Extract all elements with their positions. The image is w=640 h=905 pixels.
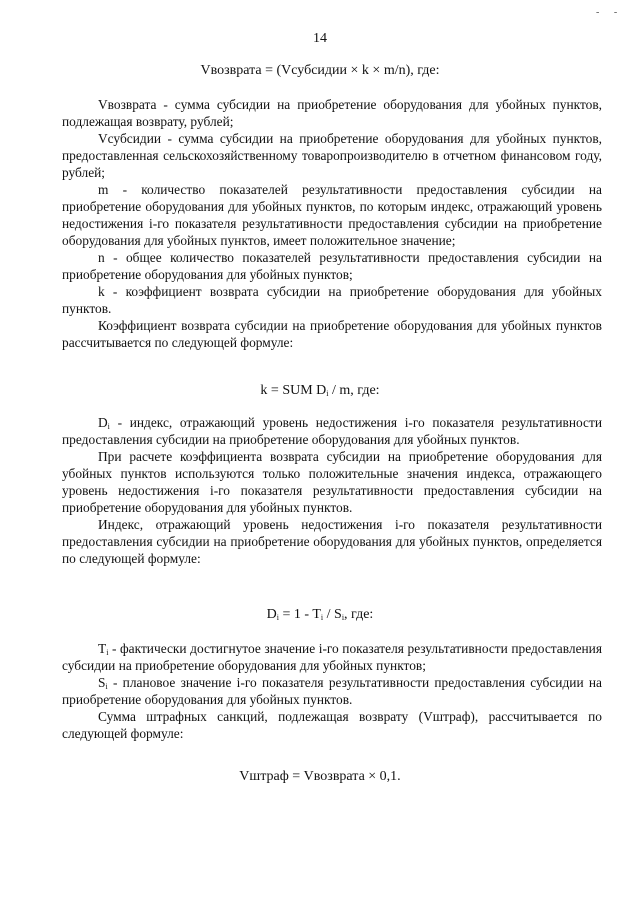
definition-si-sub: i <box>105 682 108 691</box>
definition-di-symbol: D <box>98 415 108 430</box>
definition-v-refund: Vвозврата - сумма субсидии на приобретение оборудования для убойных пунктов, подлежащая возврату, рублей; <box>62 97 602 129</box>
formula-k-rhs: / m, где: <box>328 383 380 398</box>
definition-k: k - коэффициент возврата субсидии на приобретение оборудования для убойных пунктов. <box>62 284 602 316</box>
penalty-paragraph: Сумма штрафных санкций, подлежащая возврату (Vштраф), рассчитывается по следующей формуле: <box>62 709 602 741</box>
definition-di-sub: i <box>107 422 110 431</box>
definition-ti-sub: i <box>106 648 109 657</box>
definition-di-text: - индекс, отражающий уровень недостижения i-го показателя результативности предоставления субсидии на приобретение оборудования для убойных пунктов. <box>62 415 602 447</box>
definition-si-text: - плановое значение i-го показателя результативности предоставления субсидии на приобретение оборудования для убойных пунктов. <box>62 675 602 707</box>
definition-n: n - общее количество показателей результативности предоставления субсидии на приобретение оборудования для убойных пунктов; <box>62 250 602 282</box>
formula-k-sub: i <box>326 389 329 398</box>
formula-penalty: Vштраф = Vвозврата × 0,1. <box>239 769 401 784</box>
definitions-block-2 <box>62 414 602 567</box>
formula-di-d: D <box>266 607 277 622</box>
definition-ti <box>62 640 602 674</box>
definition-m: m - количество показателей результативности предоставления субсидии на приобретение оборудования для убойных пунктов, по которым индекс, отражающий уровень недостижения i-го показателя результативности предоставления субсидии на приобретение оборудования для убойных пунктов, имеет положительное значение; <box>62 182 602 248</box>
definitions-block-3 <box>62 640 602 742</box>
index-intro: Индекс, отражающий уровень недостижения i-го показателя результативности предоставления субсидии на приобретение оборудования для убойных пунктов, определяется по следующей формуле: <box>62 517 602 566</box>
definition-si-symbol: S <box>98 675 106 690</box>
definitions-block-1 <box>62 96 602 351</box>
formula-k <box>0 382 640 399</box>
formula-di-tail: , где: <box>344 607 374 622</box>
page-number: 14 <box>313 31 327 46</box>
coefficient-intro: Коэффициент возврата субсидии на приобретение оборудования для убойных пунктов рассчитывается по следующей формуле: <box>62 318 602 350</box>
formula-di-sub-t: i <box>320 613 324 622</box>
formula-refund: Vвозврата = (Vсубсидии × k × m/n), где: <box>200 63 440 78</box>
definition-ti-symbol: T <box>98 641 107 656</box>
corner-mark: - - <box>596 7 624 18</box>
positive-values-paragraph: При расчете коэффициента возврата субсидии на приобретение оборудования для убойных пунктов используются только положительные значения индекса, отражающего уровень недостижения i-го показателя результативности предоставления субсидии на приобретение оборудования для убойных пунктов. <box>62 449 602 515</box>
definition-di <box>62 414 602 448</box>
formula-di-eq: = 1 - T <box>279 607 321 622</box>
formula-di-sub-d: i <box>276 613 280 622</box>
formula-di-sub-s: i <box>341 613 345 622</box>
definition-v-subsidy: Vсубсидии - сумма субсидии на приобретение оборудования для убойных пунктов, предоставленная сельскохозяйственному товаропроизводителю в отчетном финансовом году, рублей; <box>62 131 602 180</box>
formula-di-slash: / S <box>323 607 342 622</box>
formula-di <box>0 606 640 623</box>
formula-k-lhs: k = SUM D <box>260 383 327 398</box>
definition-si <box>62 674 602 708</box>
definition-ti-text: - фактически достигнутое значение i-го показателя результативности предоставления субсидии на приобретение оборудования для убойных пунктов; <box>62 641 602 673</box>
